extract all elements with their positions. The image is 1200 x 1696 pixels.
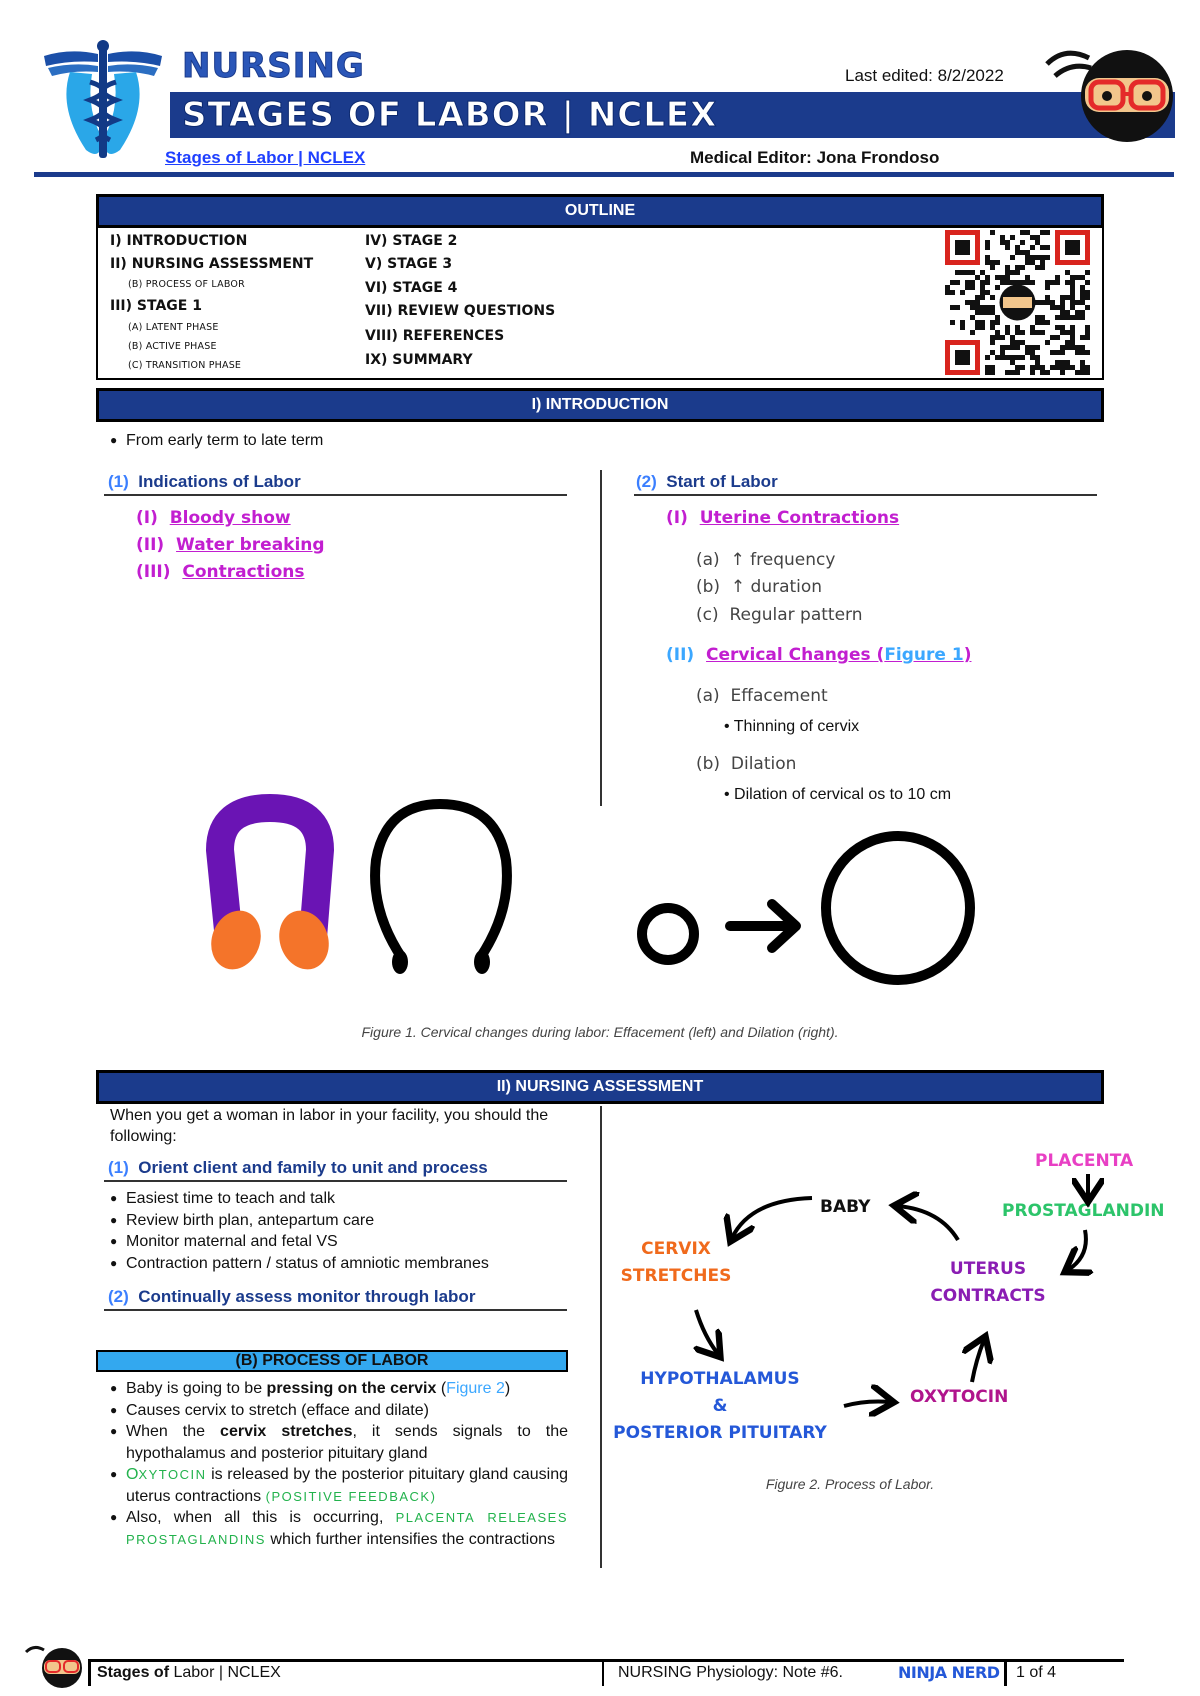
outline-item-transition-phase[interactable]: (C) TRANSITION PHASE [128,360,242,371]
dilation-detail: • Dilation of cervical os to 10 cm [724,786,952,803]
caduceus-logo-icon [40,38,166,164]
outline-item-nursing-assessment[interactable]: II) NURSING ASSESSMENT [110,256,314,272]
list-item: ● Causes cervix to stretch (efface and dilate) [110,1400,568,1422]
indications-heading: (1) Indications of Labor [108,472,301,491]
uterine-item: (b) ↑ duration [696,577,823,597]
diagram-baby: BABY [820,1197,871,1217]
intro-bullet-list [110,430,710,452]
page-title: STAGES OF LABOR | NCLEX [182,95,718,135]
diagram-placenta: PLACENTA [1035,1151,1134,1171]
outline-item-summary[interactable]: IX) SUMMARY [365,352,473,368]
outline-item-stage-1[interactable]: III) STAGE 1 [110,298,202,314]
indication-item: (I) Bloody show [136,508,291,528]
list-item: ● When the cervix stretches, it sends signals to the hypothalamus and posterior pituitary gland [110,1421,568,1464]
outline-item-review-questions[interactable]: VII) REVIEW QUESTIONS [365,303,556,319]
uterine-item: (c) Regular pattern [696,605,863,625]
orient-rule [104,1180,567,1182]
outline-item-latent-phase[interactable]: (A) LATENT PHASE [128,322,219,333]
indications-rule [104,494,567,496]
list-item: ● Monitor maternal and fetal VS [110,1231,570,1253]
start-of-labor-heading: (2) Start of Labor [636,472,778,491]
outline-item-process-of-labor[interactable]: (B) PROCESS OF LABOR [128,279,245,290]
assess-rule [104,1309,567,1311]
assess-heading: (2) Continually assess monitor through labor [108,1287,476,1306]
ninja-nerd-logo: NINJA NERD [898,1663,1000,1682]
stages-of-labor-link[interactable]: Stages of Labor | NCLEX [165,148,366,167]
orient-list [110,1188,570,1274]
brand-name: NURSING [182,46,365,86]
indication-item: (III) Contractions [136,562,305,582]
ninja-mascot-icon [1045,42,1175,146]
cervical-changes-heading: (II) Cervical Changes (Figure 1) [666,645,972,665]
list-item: ● Review birth plan, antepartum care [110,1210,570,1232]
column-divider [600,470,602,806]
list-item: ● Contraction pattern / status of amniotic membranes [110,1253,570,1275]
list-item: ● From early term to late term [110,430,710,452]
list-item: ● Also, when all this is occurring, PLACENTA RELEASES PROSTAGLANDINS which further intensifies the contractions [110,1507,568,1550]
diagram-hypothalamus: HYPOTHALAMUS & POSTERIOR PITUITARY [613,1369,827,1443]
dilated-os-circle [826,836,970,980]
diagram-prostaglandin: PROSTAGLANDIN [1002,1201,1165,1221]
list-item: ● Easiest time to teach and talk [110,1188,570,1210]
outline-item-introduction[interactable]: I) INTRODUCTION [110,233,248,249]
last-edited: Last edited: 8/2/2022 [845,66,1004,85]
header-divider [34,172,1174,177]
footer-center: NURSING Physiology: Note #6. [618,1664,843,1681]
outline-item-stage-2[interactable]: IV) STAGE 2 [365,233,458,249]
medical-editor: Medical Editor: Jona Frondoso [690,148,940,167]
orient-heading: (1) Orient client and family to unit and process [108,1158,488,1177]
effacement-label: (a) Effacement [696,686,828,706]
diagram-cervix-stretches: CERVIX STRETCHES [620,1239,732,1286]
footer-left: Stages of Labor | NCLEX [97,1664,281,1681]
footer-ninja-icon [24,1642,84,1690]
list-item: ● OXYTOCIN is released by the posterior pituitary gland causing uterus contractions (POSITIVE FEEDBACK) [110,1464,568,1507]
figure-2-link[interactable]: Figure 2 [446,1380,505,1397]
diagram-uterus-contracts: UTERUS CONTRACTS [930,1259,1046,1306]
process-arrows [600,1160,1180,1440]
footer-rule-left [88,1660,91,1686]
dilation-label: (b) Dilation [696,754,797,774]
figure-1-caption: Figure 1. Cervical changes during labor: Effacement (left) and Dilation (right). [361,1024,839,1040]
uterine-item: (a) ↑ frequency [696,550,836,570]
introduction-heading: I) INTRODUCTION [96,388,1104,422]
diagram-oxytocin: OXYTOCIN [910,1387,1009,1407]
footer-rule-right [1004,1660,1007,1686]
figure-1-link[interactable]: Figure 1 [884,645,964,665]
nursing-assessment-heading: II) NURSING ASSESSMENT [96,1070,1104,1104]
qr-code-icon[interactable] [945,230,1090,375]
thinned-cervix-shape [375,804,507,958]
outline-item-stage-3[interactable]: V) STAGE 3 [365,256,453,272]
uterine-contractions-heading: (I) Uterine Contractions [666,508,900,528]
process-list [110,1378,568,1550]
start-rule [634,494,1097,496]
outline-item-stage-4[interactable]: VI) STAGE 4 [365,280,458,296]
page-number: 1 of 4 [1016,1664,1057,1681]
outline-item-active-phase[interactable]: (B) ACTIVE PHASE [128,341,217,352]
indication-item: (II) Water breaking [136,535,325,555]
small-os-circle [642,908,694,960]
list-item: ● Baby is going to be pressing on the cervix (Figure 2) [110,1378,568,1400]
figure-2-caption: Figure 2. Process of Labor. [765,1476,935,1492]
outline-item-references[interactable]: VIII) REFERENCES [365,328,505,344]
footer-rule-center [602,1660,604,1686]
figure-1-cervical-changes [190,790,990,1000]
process-of-labor-heading: (B) PROCESS OF LABOR [96,1350,568,1372]
outline-heading: OUTLINE [96,194,1104,228]
effacement-detail: • Thinning of cervix [724,718,860,735]
footer-divider [88,1659,1124,1662]
assessment-intro: When you get a woman in labor in your facility, you should the following: [110,1107,549,1145]
